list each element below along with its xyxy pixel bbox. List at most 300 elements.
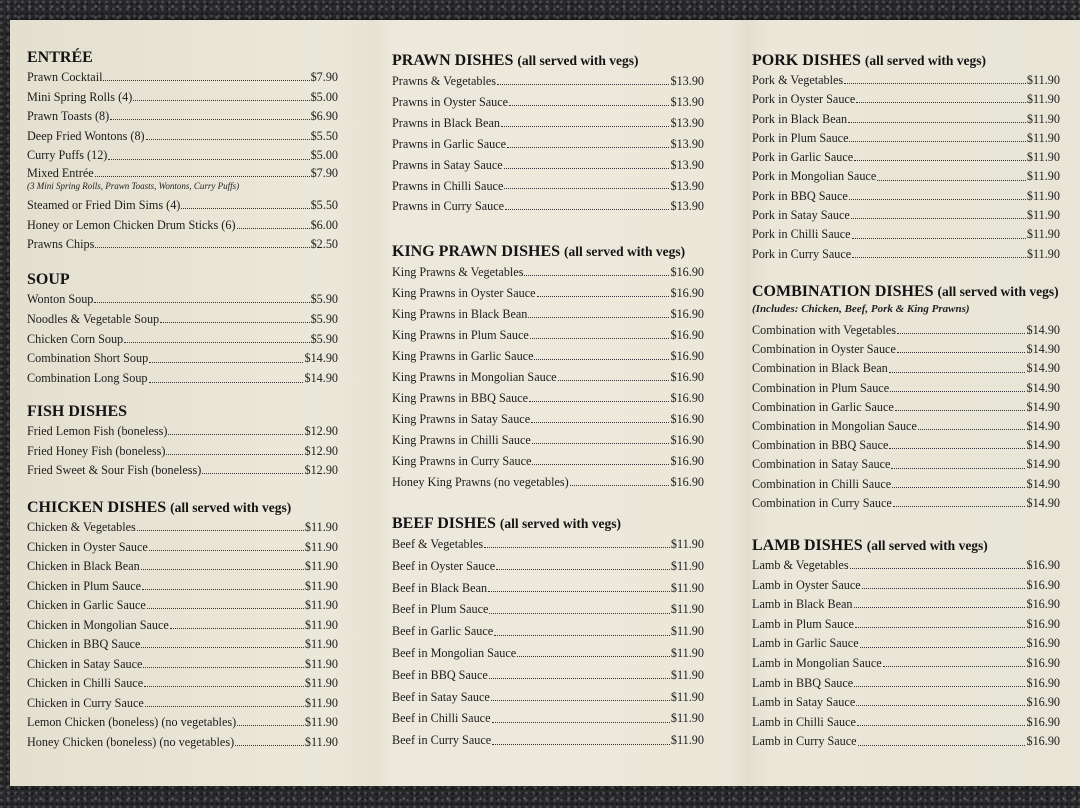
menu-item [27, 146, 338, 166]
menu-item [27, 290, 338, 310]
dot-leader [524, 275, 669, 276]
menu-item-price: $11.90 [670, 689, 704, 704]
menu-item-price: $11.90 [670, 711, 704, 726]
menu-item-price: $14.90 [1026, 457, 1060, 472]
dot-leader [892, 487, 1025, 488]
dot-leader [889, 372, 1026, 373]
menu-item-name: Pork in Black Bean [752, 111, 848, 126]
menu-item-name: King Prawns in BBQ Sauce [392, 391, 529, 405]
menu-item-price: $14.90 [304, 351, 338, 366]
menu-item-price: $14.90 [1026, 361, 1060, 376]
menu-item-price: $11.90 [1026, 169, 1060, 184]
menu-item [392, 556, 704, 578]
menu-item-price: $12.90 [304, 424, 338, 438]
section-title [392, 242, 704, 262]
menu-item-name: Chicken in Chilli Sauce [27, 676, 144, 690]
dot-leader [237, 228, 310, 229]
menu-item-price: $11.90 [1026, 227, 1060, 242]
menu-item [392, 92, 704, 113]
section-title-text: SOUP [27, 271, 70, 288]
menu-item [27, 422, 338, 442]
menu-item [27, 461, 338, 481]
menu-item [752, 654, 1060, 674]
dot-leader [146, 139, 310, 140]
menu-item-price: $5.90 [310, 311, 338, 326]
dot-leader [844, 83, 1026, 84]
menu-item [752, 615, 1060, 635]
dot-leader [883, 666, 1026, 667]
menu-item [752, 90, 1060, 109]
menu-item-price: $13.90 [670, 94, 704, 109]
menu-item [27, 166, 338, 181]
menu-item [752, 556, 1060, 576]
menu-item-price: $11.90 [1026, 246, 1060, 261]
menu-item-name: King Prawns in Black Bean [392, 307, 528, 321]
menu-item-name: Prawns in Garlic Sauce [392, 136, 507, 151]
menu-item-name: Honey or Lemon Chicken Drum Sticks (6) [27, 217, 236, 232]
menu-item-name: Chicken in BBQ Sauce [27, 637, 141, 651]
menu-item [392, 621, 704, 643]
menu-item [752, 732, 1060, 752]
dot-leader [110, 119, 309, 120]
menu-item [752, 417, 1060, 436]
menu-item-price: $16.90 [1026, 597, 1060, 612]
section-chicken [27, 498, 338, 752]
menu-item-price: $11.90 [304, 734, 338, 749]
menu-item-price: $11.90 [1026, 150, 1060, 165]
dot-leader [142, 589, 304, 590]
menu-item-name: King Prawns in Garlic Sauce [392, 349, 534, 363]
menu-item-price: $16.90 [670, 391, 704, 405]
menu-item-price: $11.90 [670, 667, 704, 682]
menu-item-name: Prawn Toasts (8) [27, 109, 110, 124]
dot-leader [849, 141, 1025, 142]
menu-item [392, 599, 704, 621]
menu-item-name: Mini Spring Rolls (4) [27, 89, 133, 104]
menu-item [752, 340, 1060, 359]
menu-item-price: $11.90 [1026, 73, 1060, 87]
menu-item [752, 455, 1060, 474]
menu-item-price: $16.90 [670, 370, 704, 384]
section-title [752, 536, 1060, 556]
menu-item [392, 283, 704, 304]
menu-item-price: $12.90 [304, 463, 338, 478]
dot-leader [504, 168, 670, 169]
dot-leader [852, 257, 1026, 258]
menu-item [392, 346, 704, 367]
menu-item [392, 113, 704, 134]
menu-item-name: Prawns Chips [27, 237, 95, 252]
menu-item [752, 674, 1060, 694]
menu-item-name: King Prawns in Satay Sauce [392, 412, 531, 426]
menu-item-price: $14.90 [304, 371, 338, 386]
menu-item [392, 71, 704, 92]
menu-item-name: Prawn Cocktail [27, 70, 103, 84]
menu-item-price: $11.90 [670, 602, 704, 617]
menu-item-name: Beef in Chilli Sauce [392, 711, 491, 726]
section-title-text: KING PRAWN DISHES [392, 243, 561, 260]
menu-item [392, 134, 704, 155]
menu-item [27, 310, 338, 330]
menu-item [752, 110, 1060, 129]
dot-leader [141, 569, 304, 570]
section-note: (all served with vegs) [864, 53, 987, 68]
dot-leader [202, 473, 303, 474]
menu-item [27, 216, 338, 236]
menu-item-name: Mixed Entrée [27, 165, 94, 180]
dot-leader [897, 352, 1026, 353]
menu-item-name: Deep Fried Wontons (8) [27, 128, 145, 143]
dot-leader [496, 569, 670, 570]
dot-leader [854, 607, 1026, 608]
menu-item-price: $5.00 [310, 148, 338, 163]
menu-item-price: $5.90 [310, 292, 338, 306]
section-prawn [392, 51, 704, 217]
menu-item [27, 196, 338, 216]
menu-item-price: $16.90 [1026, 695, 1060, 710]
menu-item-price: $14.90 [1026, 323, 1060, 337]
dot-leader [537, 296, 670, 297]
menu-item [27, 518, 338, 538]
dot-leader [856, 705, 1025, 706]
menu-item-price: $14.90 [1026, 495, 1060, 510]
menu-item-name: Beef in Mongolian Sauce [392, 645, 517, 660]
menu-item [27, 68, 338, 88]
menu-item [752, 379, 1060, 398]
menu-item-name: Combination in Black Bean [752, 361, 888, 376]
menu-item-name: Combination in Satay Sauce [752, 457, 891, 472]
section-note: (all served with vegs) [499, 516, 621, 531]
menu-item-price: $11.90 [304, 715, 338, 729]
menu-item [752, 595, 1060, 615]
menu-item [392, 534, 704, 556]
section-lamb [752, 536, 1060, 752]
dot-leader [877, 180, 1026, 181]
menu-item-name: Lamb in Chilli Sauce [752, 714, 856, 729]
dot-leader [531, 422, 669, 423]
dot-leader [851, 218, 1026, 219]
section-pork [752, 51, 1060, 264]
dot-leader [94, 302, 309, 303]
dot-leader [528, 317, 669, 318]
menu-item-name: Combination in BBQ Sauce [752, 438, 889, 453]
menu-item [392, 472, 704, 493]
menu-item [27, 694, 338, 714]
dot-leader [860, 647, 1026, 648]
menu-item-price: $11.90 [670, 645, 704, 660]
section-combination [752, 282, 1060, 513]
menu-item [752, 475, 1060, 494]
menu-item-price: $11.90 [304, 617, 338, 632]
menu-item-price: $16.90 [670, 349, 704, 363]
menu-item-price: $13.90 [670, 136, 704, 151]
menu-item-name: Combination in Oyster Sauce [752, 342, 896, 357]
menu-item-name: Lamb in Mongolian Sauce [752, 655, 882, 670]
section-title [27, 48, 338, 68]
menu-item-name: King Prawns in Mongolian Sauce [392, 370, 557, 384]
menu-item-name: Pork in Plum Sauce [752, 130, 849, 145]
menu-item-price: $13.90 [670, 199, 704, 214]
menu-item [392, 304, 704, 325]
menu-item-price: $11.90 [304, 598, 338, 612]
dot-leader [149, 382, 304, 383]
menu-item-price: $14.90 [1026, 342, 1060, 357]
menu-item [27, 235, 338, 255]
menu-item-price: $16.90 [1026, 714, 1060, 729]
menu-item-name: Prawns in Oyster Sauce [392, 94, 509, 109]
dot-leader [95, 176, 310, 177]
section-title-text: LAMB DISHES [752, 537, 863, 554]
menu-item-name: Chicken in Mongolian Sauce [27, 617, 169, 632]
dot-leader [897, 333, 1026, 334]
menu-item [752, 321, 1060, 340]
menu-sheet [10, 20, 1080, 786]
menu-item-name: Combination Long Soup [27, 371, 148, 386]
menu-item-name: Pork & Vegetables [752, 73, 844, 87]
menu-item-name: Prawns in Curry Sauce [392, 199, 505, 214]
section-fish [27, 402, 338, 481]
menu-item-price: $16.90 [1026, 734, 1060, 749]
menu-item-name: Beef in Garlic Sauce [392, 624, 494, 639]
dot-leader [170, 628, 304, 629]
dot-leader [570, 485, 670, 486]
menu-item [27, 674, 338, 694]
menu-item-name: Prawns in Satay Sauce [392, 157, 503, 172]
menu-item [392, 367, 704, 388]
menu-item [752, 129, 1060, 148]
menu-item-name: Beef in Satay Sauce [392, 689, 490, 704]
section-title-text: COMBINATION DISHES [752, 283, 934, 300]
menu-item [392, 155, 704, 176]
menu-item [752, 187, 1060, 206]
menu-item [27, 538, 338, 558]
section-title [752, 51, 1060, 71]
section-title [27, 498, 338, 518]
section-title-text: BEEF DISHES [392, 515, 496, 532]
menu-item-name: King Prawns in Plum Sauce [392, 328, 529, 342]
menu-item-name: Pork in Oyster Sauce [752, 92, 856, 107]
menu-item-price: $13.90 [670, 178, 704, 193]
dot-leader [144, 686, 304, 687]
menu-item-price: $11.90 [670, 537, 704, 551]
menu-item-price: $16.90 [670, 412, 704, 426]
menu-item [27, 577, 338, 597]
dot-leader [501, 126, 670, 127]
menu-item-name: Combination in Mongolian Sauce [752, 419, 917, 434]
menu-item-name: Fried Lemon Fish (boneless) [27, 424, 168, 438]
menu-item-name: Beef in BBQ Sauce [392, 667, 488, 682]
menu-item-name: Chicken Corn Soup [27, 331, 124, 346]
menu-item-price: $16.90 [1026, 577, 1060, 592]
section-title-text: PORK DISHES [752, 52, 861, 69]
menu-item [27, 557, 338, 577]
menu-item-name: Beef in Oyster Sauce [392, 558, 496, 573]
dot-leader [168, 434, 303, 435]
menu-item-price: $16.90 [1026, 558, 1060, 572]
menu-item-name: Beef in Plum Sauce [392, 602, 489, 617]
section-title-text: FISH DISHES [27, 403, 128, 420]
dot-leader [235, 745, 304, 746]
menu-item-price: $16.90 [670, 307, 704, 321]
menu-item-name: King Prawns & Vegetables [392, 265, 524, 279]
menu-item [752, 436, 1060, 455]
menu-item-price: $14.90 [1026, 399, 1060, 414]
menu-item-price: $11.90 [1026, 92, 1060, 107]
menu-item-price: $11.90 [304, 539, 338, 554]
menu-item-price: $11.90 [304, 656, 338, 671]
menu-item-price: $2.50 [310, 237, 338, 252]
menu-item-name: Combination Short Soup [27, 351, 149, 366]
menu-item-price: $11.90 [1026, 111, 1060, 126]
menu-item-price: $5.50 [310, 128, 338, 143]
menu-item-price: $16.90 [1026, 616, 1060, 631]
menu-item-price: $11.90 [1026, 208, 1060, 223]
menu-item-name: Chicken in Garlic Sauce [27, 598, 146, 612]
menu-item-name: Lamb in BBQ Sauce [752, 675, 854, 690]
dot-leader [489, 678, 670, 679]
section-subnote: (Includes: Chicken, Beef, Pork & King Prawns) [752, 303, 970, 315]
menu-item [392, 409, 704, 430]
menu-item-name: Combination in Chilli Sauce [752, 476, 892, 491]
dot-leader [103, 80, 309, 81]
dot-leader [141, 647, 304, 648]
dot-leader [124, 342, 309, 343]
menu-item-name: Chicken in Black Bean [27, 559, 140, 573]
menu-item-name: Lamb in Curry Sauce [752, 734, 857, 749]
dot-leader [95, 247, 309, 248]
menu-item [752, 693, 1060, 713]
menu-item [392, 430, 704, 451]
menu-item-name: Lamb in Satay Sauce [752, 695, 856, 710]
menu-item-name: Steamed or Fried Dim Sims (4) [27, 197, 181, 212]
menu-item-price: $13.90 [670, 157, 704, 172]
menu-item-price: $7.90 [310, 70, 338, 84]
menu-item-name: Combination in Garlic Sauce [752, 399, 894, 414]
menu-item [27, 655, 338, 675]
menu-item-price: $12.90 [304, 443, 338, 458]
menu-item-name: Beef in Curry Sauce [392, 733, 492, 748]
menu-item-name: Chicken in Satay Sauce [27, 656, 143, 671]
dot-leader [507, 147, 669, 148]
section-note: (all served with vegs) [866, 538, 988, 553]
menu-item-price: $6.00 [310, 217, 338, 232]
menu-item-name: Pork in Satay Sauce [752, 208, 850, 223]
menu-item [392, 708, 704, 730]
menu-item [392, 262, 704, 283]
dot-leader [505, 209, 669, 210]
menu-item-price: $14.90 [1026, 419, 1060, 434]
menu-item-name: Curry Puffs (12) [27, 148, 108, 163]
menu-item [392, 687, 704, 709]
menu-item-price: $11.90 [304, 559, 338, 573]
menu-item-name: Lamb in Plum Sauce [752, 616, 854, 631]
menu-item-price: $11.90 [304, 578, 338, 593]
menu-item [392, 665, 704, 687]
menu-item-name: Wonton Soup [27, 292, 94, 306]
dot-leader [181, 208, 309, 209]
dot-leader [849, 199, 1026, 200]
menu-item-price: $11.90 [1026, 130, 1060, 145]
menu-item-price: $14.90 [1026, 438, 1060, 453]
menu-item-name: King Prawns in Curry Sauce [392, 454, 532, 468]
menu-item-name: Fried Sweet & Sour Fish (boneless) [27, 463, 202, 478]
menu-item [752, 206, 1060, 225]
section-note: (all served with vegs) [937, 284, 1059, 299]
section-entree [27, 48, 338, 255]
dot-leader [143, 667, 304, 668]
dot-leader [852, 238, 1026, 239]
section-beef [392, 514, 704, 752]
menu-item [392, 643, 704, 665]
dot-leader [918, 429, 1026, 430]
menu-item-name: Pork in Mongolian Sauce [752, 169, 877, 184]
menu-item-name: Pork in Chilli Sauce [752, 227, 851, 242]
menu-item-name: Beef & Vegetables [392, 537, 484, 551]
section-title-text: PRAWN DISHES [392, 52, 514, 69]
menu-item-price: $16.90 [1026, 636, 1060, 651]
dot-leader [858, 745, 1026, 746]
menu-item-name: Chicken in Oyster Sauce [27, 539, 148, 554]
dot-leader [133, 100, 309, 101]
menu-item [27, 88, 338, 108]
dot-leader [484, 547, 670, 548]
section-title [392, 514, 704, 534]
menu-item-name: King Prawns in Chilli Sauce [392, 433, 531, 447]
dot-leader [517, 656, 670, 657]
menu-item-price: $16.90 [1026, 655, 1060, 670]
section-note: (all served with vegs) [517, 53, 639, 68]
menu-item [392, 196, 704, 217]
menu-item [27, 635, 338, 655]
menu-item-name: Pork in BBQ Sauce [752, 188, 848, 203]
dot-leader [504, 188, 669, 189]
menu-item [27, 107, 338, 127]
dot-leader [137, 530, 304, 531]
menu-item-price: $6.90 [310, 109, 338, 124]
menu-item-price: $16.90 [670, 454, 704, 468]
dot-leader [895, 410, 1026, 411]
menu-item-price: $11.90 [670, 580, 704, 595]
menu-item [752, 359, 1060, 378]
section-king-prawn [392, 242, 704, 493]
menu-item-name: Prawns in Chilli Sauce [392, 178, 504, 193]
section-title-text: CHICKEN DISHES [27, 499, 167, 516]
menu-item-name: Lamb in Garlic Sauce [752, 636, 859, 651]
dot-leader [108, 159, 309, 160]
menu-item [752, 245, 1060, 264]
menu-item-price: $16.90 [670, 475, 704, 489]
dot-leader [855, 627, 1026, 628]
menu-item-name: Fried Honey Fish (boneless) [27, 443, 166, 458]
menu-item [752, 148, 1060, 167]
section-title [27, 402, 338, 422]
menu-item-price: $16.90 [670, 265, 704, 279]
menu-item-note: (3 Mini Spring Rolls, Prawn Toasts, Wontons, Curry Puffs) [27, 180, 240, 191]
menu-item-name: Pork in Curry Sauce [752, 246, 852, 261]
menu-item-price: $14.90 [1026, 476, 1060, 491]
menu-item-price: $11.90 [304, 676, 338, 690]
section-soup [27, 270, 338, 389]
menu-item-price: $11.90 [670, 558, 704, 573]
dot-leader [532, 464, 669, 465]
menu-item [752, 634, 1060, 654]
menu-item-price: $16.90 [670, 328, 704, 342]
menu-item-name: Prawns & Vegetables [392, 74, 497, 88]
dot-leader [857, 725, 1026, 726]
menu-item [392, 176, 704, 197]
menu-item-name: Pork in Garlic Sauce [752, 150, 854, 165]
menu-item [752, 576, 1060, 596]
